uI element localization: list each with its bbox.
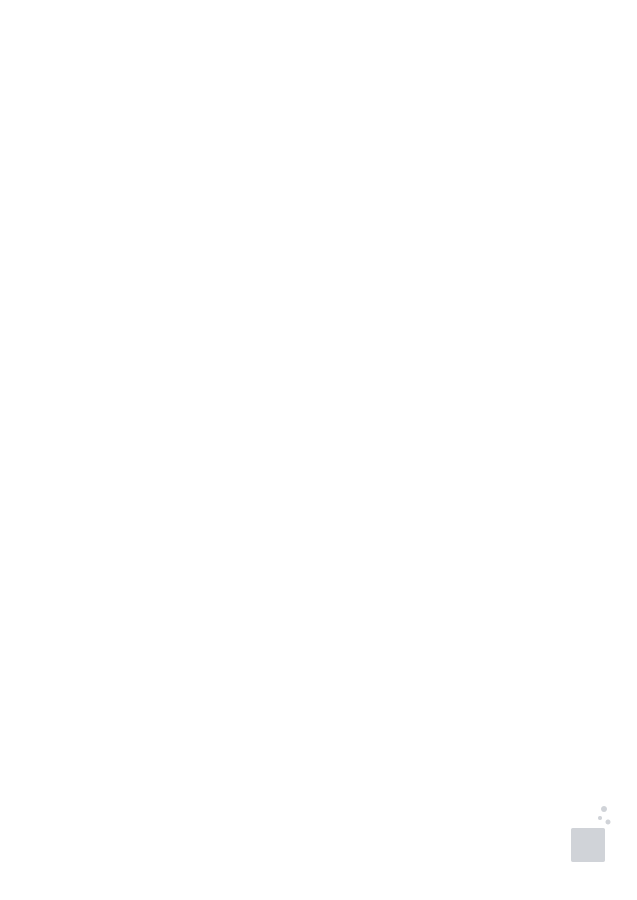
watermark-dots-icon <box>596 804 612 826</box>
watermark-box <box>571 828 605 862</box>
